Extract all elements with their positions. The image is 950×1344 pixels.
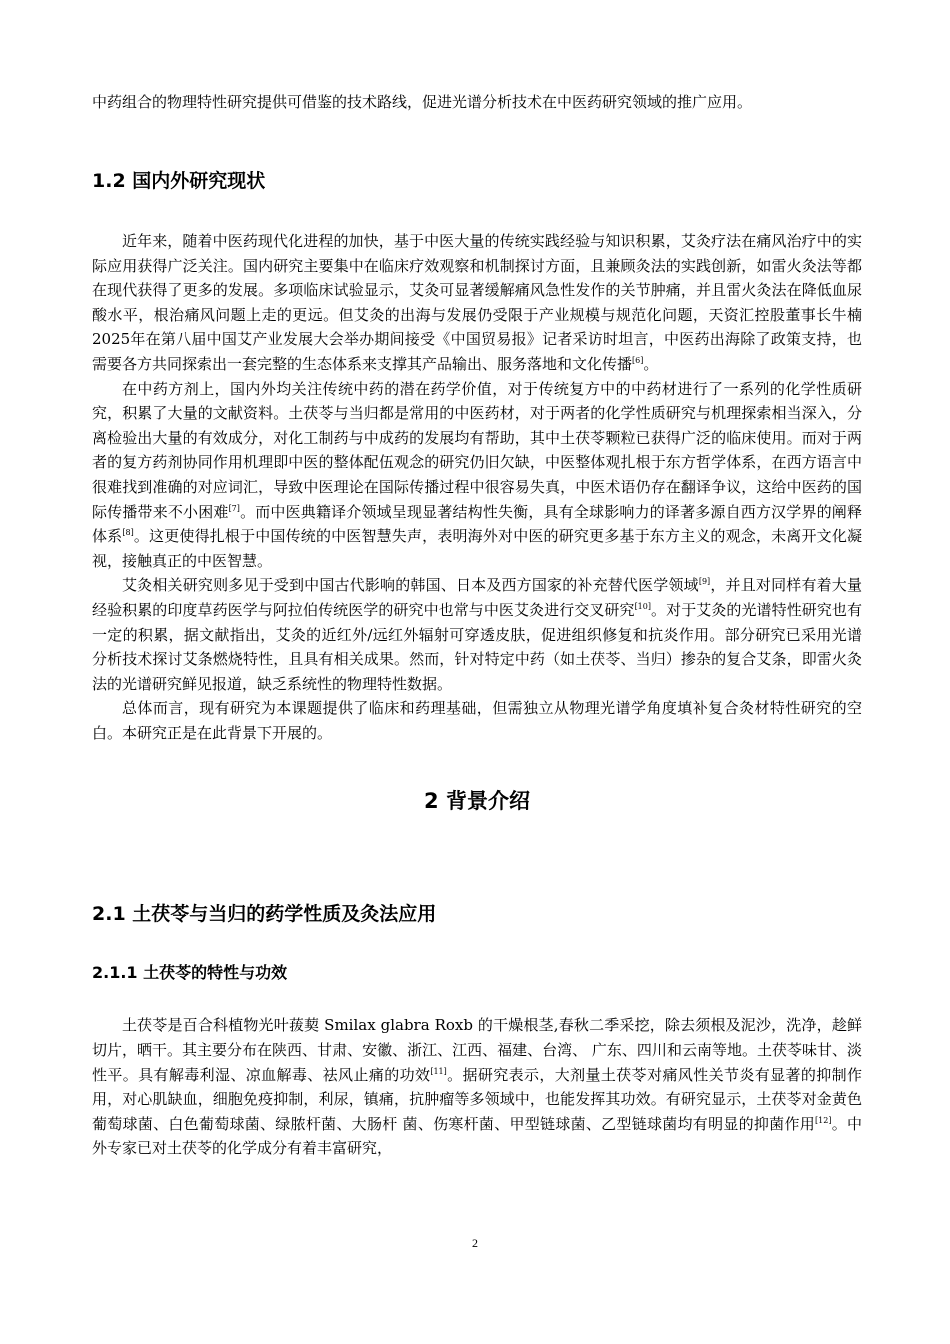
citation: [7]: [228, 503, 240, 513]
paragraph-text: 。而中医典籍译介领域呈现显著结构性失衡，具有全球影响力的译著多源自西方汉学界的阐释体系: [92, 502, 862, 546]
section-1-2-heading: 1.2 国内外研究现状: [92, 170, 266, 192]
section-2-1-1-heading: 2.1.1 土茯苓的特性与功效: [92, 963, 288, 983]
paragraph-end: 。: [643, 354, 659, 373]
citation: [8]: [122, 528, 134, 538]
paragraph-text: 。中外专家已对土茯苓的化学成分有着丰富研究，: [92, 1114, 862, 1158]
paragraph: [92, 377, 862, 574]
intro-tail-paragraph: 中药组合的物理特性研究提供可借鉴的技术路线，促进光谱分析技术在中医药研究领域的推广应用。: [92, 93, 753, 111]
citation: [9]: [698, 577, 711, 587]
citation: [12]: [815, 1115, 832, 1125]
page-number: 2: [472, 1236, 478, 1250]
paragraph-text: 土茯苓是百合科植物光叶菝葜 Smilax glabra Roxb 的干燥根茎,春秋二季采挖，除去须根及泥沙，洗净，趁鲜切片，晒干。其主要分布在陕西、甘肃、安徽、浙江、江西、福建、台湾、 广东、四川和云南等地。土茯苓味甘、淡 性平。具有解毒利湿、凉血解毒、祛风止痛的功效: [92, 1016, 862, 1084]
section-2-1-1-body: [92, 1013, 862, 1161]
paragraph: [92, 1013, 862, 1161]
paragraph-text: 近年来，随着中医药现代化进程的加快，基于中医大量的传统实践经验与知识积累，艾灸疗法在痛风治疗中的实际应用获得广泛关注。国内研究主要集中在临床疗效观察和机制探讨方面，且兼顾灸法的实践创新，如雷火灸法等都在现代获得了更多的发展。多项临床试验显示，艾灸可显著缓解痛风急性发作的关节肿痛，并且雷火灸法在降低血尿酸水平，根治痛风问题上走的更远。但艾灸的出海与发展仍受限于产业规模与规范化问题，天资汇控股董事长牛楠2025年在第八届中国艾产业发展大会举办期间接受《中国贸易报》记者采访时坦言，中医药出海除了政策支持，也需要各方共同探索出一套完整的生态体系来支撑其产品输出、服务落地和文化传播: [92, 232, 862, 373]
paragraph-text: 。这更使得扎根于中国传统的中医智慧失声，表明海外对中医的研究更多基于东方主义的观念，未离开文化凝视，接触真正的中医智慧。: [92, 527, 862, 570]
citation: [11]: [430, 1066, 447, 1076]
paragraph: 总体而言，现有研究为本课题提供了临床和药理基础，但需独立从物理光谱学角度填补复合灸材特性研究的空白。本研究正是在此背景下开展的。: [92, 699, 862, 742]
paragraph-text: 艾灸相关研究则多见于受到中国古代影响的韩国、日本及西方国家的补充替代医学领域: [122, 576, 699, 595]
citation: [10]: [634, 601, 651, 611]
paragraph-text: ，并且对同样有着大量经验积累的印度草药医学与阿拉伯传统医学的研究中也常与中医艾灸进行交叉研究: [92, 576, 862, 619]
paragraph-text: 。对于艾灸的光谱特性研究也有一定的积累，据文献指出，艾灸的近红外/远红外辐射可穿透皮肤，促进组织修复和抗炎作用。部分研究已采用光谱分析技术探讨艾条燃烧特性，且具有相关成果。然而，针对特定中药（如土茯苓、当归）掺杂的复合艾条，即雷火灸法的光谱研究鲜见报道，缺乏系统性的物理特性数据。: [92, 600, 862, 693]
page-content: [92, 90, 862, 1161]
paragraph-text: 在中药方剂上，国内外均关注传统中药的潜在药学价值，对于传统复方中的中药材进行了一系列的化学性质研究，积累了大量的文献资料。土茯苓与当归都是常用的中医药材，对于两者的化学性质研究与机理探索相当深入，分离检验出大量的有效成分，对化工制药与中成药的发展均有帮助，其中土茯苓颗粒已获得广泛的临床使用。而对于两者的复方药剂协同作用机理即中医的整体配伍观念的研究仍旧欠缺，中医整体观扎根于东方哲学体系，在西方语言中很难找到准确的对应词汇，导致中医理论在国际传播过程中很容易失真，中医术语仍存在翻译争议，这给中医药的国际传播带来不小困难: [92, 379, 862, 521]
chapter-2-heading: 2 背景介绍: [424, 789, 530, 814]
citation: [6]: [632, 355, 644, 365]
section-1-2-body: [92, 229, 862, 745]
section-2-1-heading: 2.1 土茯苓与当归的药学性质及灸法应用: [92, 903, 437, 926]
paragraph-text: 。据研究表示，大剂量土茯苓对痛风性关节炎有显著的抑制作用，对心肌缺血，细胞免疫抑制，利尿，镇痛，抗肿瘤等多领域中，也能发挥其功效。有研究显示，土茯苓对金黄色葡萄球菌、白色葡萄球菌、绿脓杆菌、大肠杆 菌、伤寒杆菌、甲型链球菌、乙型链球菌均有明显的抑菌作用: [92, 1065, 862, 1133]
paragraph: [92, 229, 862, 377]
paragraph: [92, 573, 862, 696]
